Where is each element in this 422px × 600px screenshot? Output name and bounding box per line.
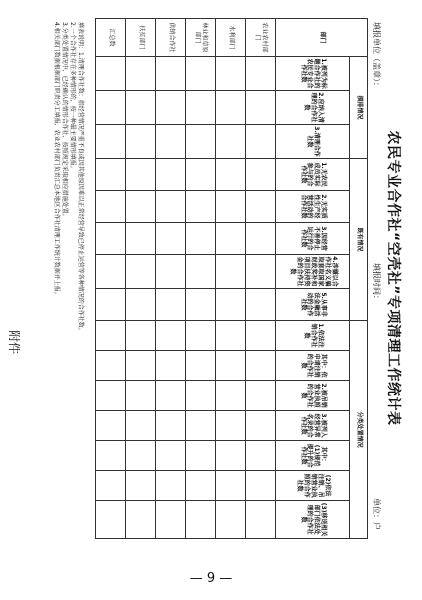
header-c2: 2.应纳入清理的合作社数 (276, 91, 350, 125)
header-c6: 3.因经营不善停止运行的合作社数 (276, 223, 350, 255)
row-label: 汇总数 (96, 19, 126, 57)
header-group-classify: 摸排情况 (350, 57, 368, 159)
row-label: 扶贫部门 (126, 19, 156, 57)
page-number: — 9 — (189, 571, 233, 586)
header-c10: 其中：依申请注销的合作社数 (276, 351, 350, 381)
header-c3: 3.清理合作社数 (276, 125, 350, 159)
row-label: 水利部门 (216, 19, 246, 57)
row-label: 供销合作社 (156, 19, 186, 57)
row-label: 林业和草原部门 (186, 19, 216, 57)
header-group-existing: 既有情况 (350, 159, 368, 321)
table-row-total (96, 19, 126, 539)
table-row (246, 19, 276, 539)
header-c9: 1.依法注销合作社数 (276, 321, 350, 351)
header-group-handle: 分类处置情况 (350, 321, 368, 539)
header-c13: 其中：(1)规范提升的合作社数 (276, 441, 350, 471)
note-line: 3.分类处置情况中，已经确认的情形合作社，按照规定采取相应措施处置。 (60, 22, 68, 220)
note-line: 填表说明：1.清理合作社数：指经营情况严重不良或因其他原因难以正常经营导致已停止运营等各种情况的合作社数。 (77, 22, 84, 334)
header-c15: (3)移送相关部门依法处理的合作社数 (276, 501, 350, 539)
header-c11: 2.被吊销营业执照的合作社数 (276, 381, 350, 411)
rotated-table-block (18, 18, 404, 538)
header-c4: 1.无农民成员实际参与的合作社数 (276, 159, 350, 191)
table-row (126, 19, 156, 539)
row-label: 农业农村部门 (246, 19, 276, 57)
table-row (186, 19, 216, 539)
table-row (156, 19, 186, 539)
header-c12: 3.被列入经营异常名录的合作社数 (276, 411, 350, 441)
header-c8: 5.从事非法金融活动的合作社数 (276, 289, 350, 321)
document-title: 农民专业合作社“空壳社”专项清理工作统计表 (385, 130, 401, 426)
statistics-table (95, 18, 368, 539)
note-line: 4.相关部门数据根据部门职责分工填报，农业农村部门负责汇总本地区合作社清理工作统计数据并上报。 (52, 22, 60, 298)
unit-measure: 单位：户 (372, 498, 381, 530)
table-row (216, 19, 246, 539)
note-line: 2.一个合作社存在多种情形的，按一种最主要情形填报。 (68, 22, 76, 172)
unit-label: 填报单位（盖章）： (372, 22, 381, 90)
header-dept: 部门 (276, 19, 368, 57)
header-c1: 1.被列为标题合作社的农民专业合作社数 (276, 57, 350, 91)
header-c14: (2)依法注销、吊销营业执照的合作社数 (276, 471, 350, 501)
header-c5: 2.无实质性生产经营活动的合作社数 (276, 191, 350, 223)
attachment-label: 附件 (7, 330, 21, 355)
fill-instructions (52, 22, 84, 532)
form-meta-line (368, 18, 382, 538)
header-c7: 4.涉嫌以合作社名义骗取套取国家财政奖补和项目扶持资金的合作社数 (276, 255, 350, 289)
time-label: 填报时间： (372, 263, 381, 303)
